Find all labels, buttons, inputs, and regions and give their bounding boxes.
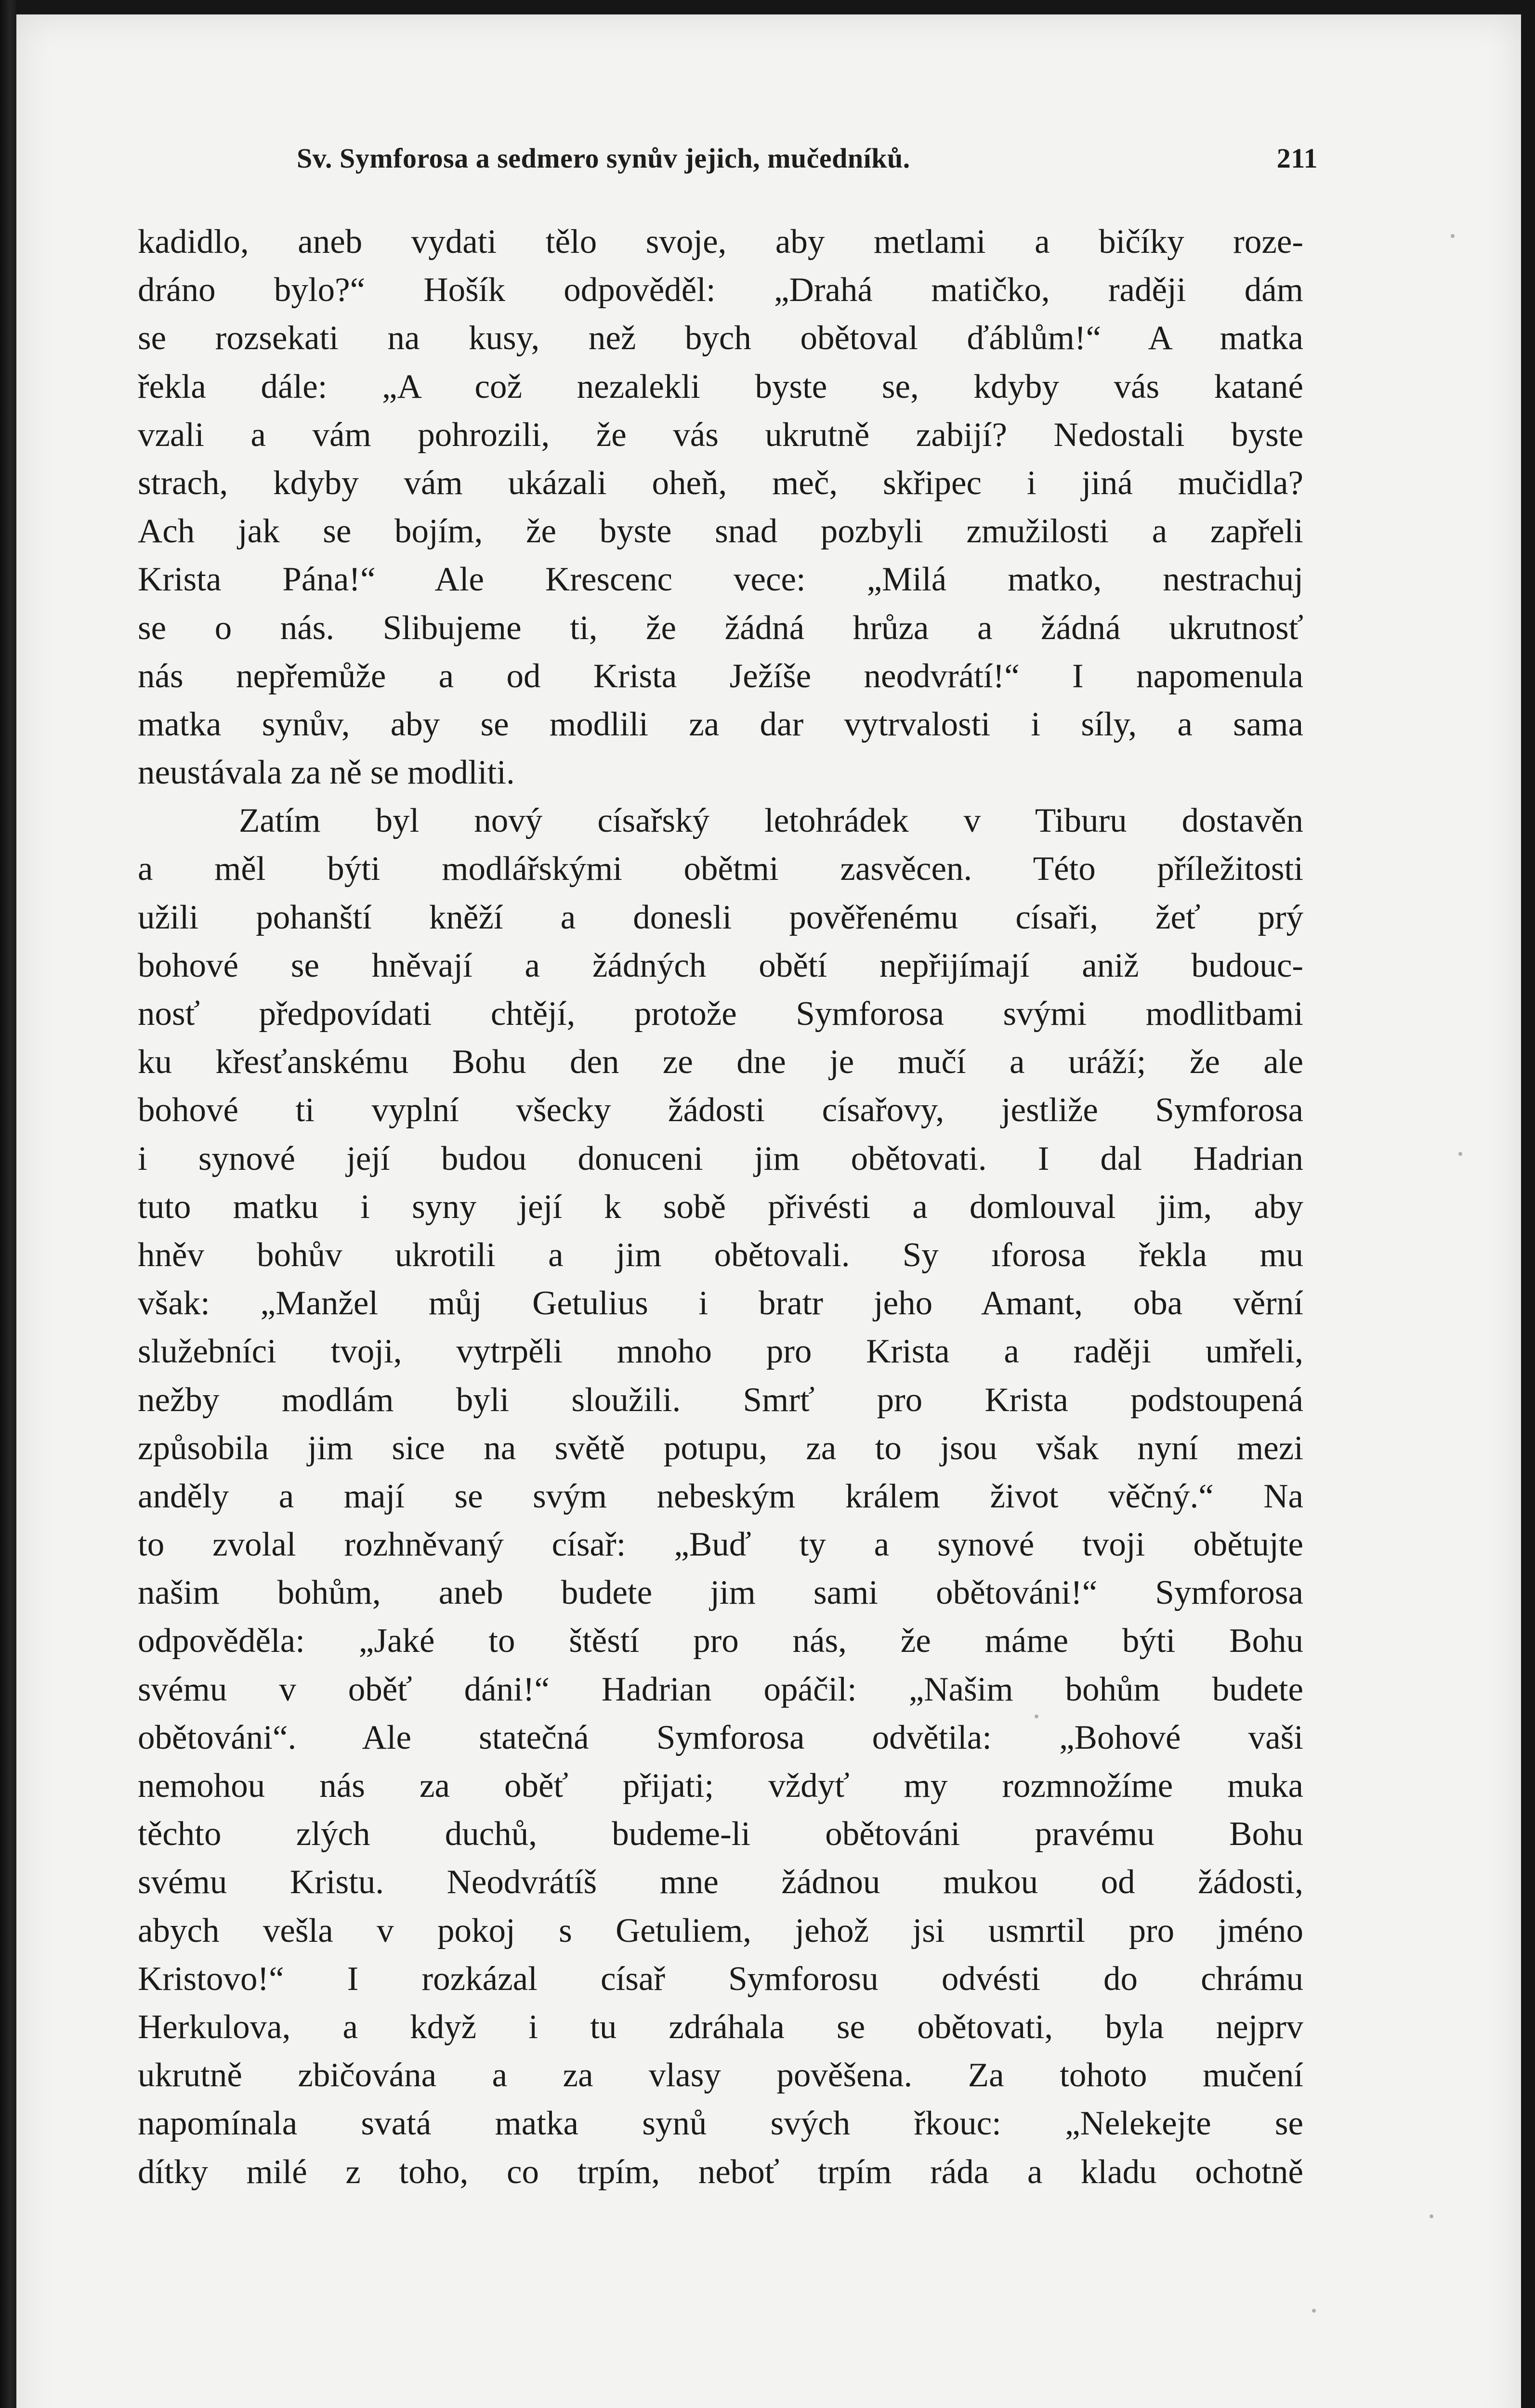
- text-line: obětováni“. Ale statečná Symforosa odvětila: „Bohové vaši: [138, 1718, 1303, 1756]
- text-line: hněv bohův ukrotili a jim obětovali. Sy ıforosa řekla mu: [138, 1236, 1303, 1274]
- body-text: [138, 218, 1303, 2196]
- text-line: nežby modlám byli sloužili. Smrť pro Krista podstoupená: [138, 1381, 1303, 1419]
- text-line: Herkulova, a když i tu zdráhala se obětovati, byla nejprv: [138, 2008, 1303, 2046]
- scan-right-edge: [1521, 0, 1535, 2408]
- text-line: anděly a mají se svým nebeským králem život věčný.“ Na: [138, 1477, 1303, 1515]
- paper-speck: [1035, 1714, 1038, 1718]
- text-line: kadidlo, aneb vydati tělo svoje, aby metlami a bičíky roze-: [138, 223, 1303, 261]
- text-line: i synové její budou donuceni jim obětovati. I dal Hadrian: [138, 1139, 1303, 1178]
- text-line: bohové ti vyplní všecky žádosti císařovy, jestliže Symforosa: [138, 1091, 1303, 1129]
- text-line: způsobila jim sice na světě potupu, za to jsou však nyní mezi: [138, 1429, 1303, 1467]
- text-line: ukrutně zbičována a za vlasy pověšena. Za tohoto mučení: [138, 2056, 1303, 2094]
- text-line: vzali a vám pohrozili, že vás ukrutně zabijí? Nedostali byste: [138, 416, 1303, 454]
- text-line: ku křesťanskému Bohu den ze dne je mučí a uráží; že ale: [138, 1043, 1303, 1081]
- text-line: se o nás. Slibujeme ti, že žádná hrůza a žádná ukrutnosť: [138, 609, 1303, 647]
- text-line-paragraph-end: neustávala za ně se modliti.: [138, 754, 515, 792]
- text-line: užili pohanští kněží a donesli pověřenému císaři, žeť prý: [138, 898, 1303, 936]
- running-title: Sv. Symforosa a sedmero synův jejich, mučedníků.: [297, 142, 910, 174]
- text-line: svému Kristu. Neodvrátíš mne žádnou mukou od žádosti,: [138, 1863, 1303, 1901]
- paper-speck: [1458, 1152, 1462, 1156]
- paper-speck: [1312, 2309, 1316, 2313]
- text-line: svému v oběť dáni!“ Hadrian opáčil: „Našim bohům budete: [138, 1670, 1303, 1708]
- text-line: dítky milé z toho, co trpím, neboť trpím ráda a kladu ochotně: [138, 2153, 1303, 2191]
- page-header: [297, 134, 1318, 182]
- text-line: matka synův, aby se modlili za dar vytrvalosti i síly, a sama: [138, 705, 1303, 743]
- text-line: odpověděla: „Jaké to štěstí pro nás, že máme býti Bohu: [138, 1622, 1303, 1660]
- text-line-paragraph-start: Zatím byl nový císařský letohrádek v Tiburu dostavěn: [239, 802, 1303, 840]
- text-line: však: „Manžel můj Getulius i bratr jeho Amant, oba věrní: [138, 1284, 1303, 1322]
- text-line: nemohou nás za oběť přijati; vždyť my rozmnožíme muka: [138, 1767, 1303, 1805]
- text-line: bohové se hněvají a žádných obětí nepřijímají aniž budouc-: [138, 946, 1303, 984]
- page-number: 211: [1276, 142, 1318, 174]
- text-line: to zvolal rozhněvaný císař: „Buď ty a synové tvoji obětujte: [138, 1526, 1303, 1564]
- text-line: těchto zlých duchů, budeme-li obětováni pravému Bohu: [138, 1815, 1303, 1853]
- text-line: nosť předpovídati chtějí, protože Symforosa svými modlitbami: [138, 995, 1303, 1033]
- paper-speck: [1451, 234, 1455, 238]
- text-line: našim bohům, aneb budete jim sami obětováni!“ Symforosa: [138, 1574, 1303, 1612]
- text-line: Krista Pána!“ Ale Krescenc vece: „Milá matko, nestrachuj: [138, 561, 1303, 599]
- text-line: řekla dále: „A což nezalekli byste se, kdyby vás katané: [138, 367, 1303, 406]
- text-line: služebníci tvoji, vytrpěli mnoho pro Krista a raději umřeli,: [138, 1333, 1303, 1371]
- paper-speck: [1430, 2214, 1433, 2218]
- text-line: strach, kdyby vám ukázali oheň, meč, skřipec i jiná mučidla?: [138, 464, 1303, 502]
- text-line: a měl býti modlářskými obětmi zasvěcen. Této příležitosti: [138, 850, 1303, 888]
- text-line: nás nepřemůže a od Krista Ježíše neodvrátí!“ I napomenula: [138, 657, 1303, 695]
- text-line: dráno bylo?“ Hošík odpověděl: „Drahá matičko, raději dám: [138, 271, 1303, 309]
- text-line: abych vešla v pokoj s Getuliem, jehož jsi usmrtil pro jméno: [138, 1911, 1303, 1950]
- text-line: se rozsekati na kusy, než bych obětoval ďáblům!“ A matka: [138, 319, 1303, 357]
- text-line: Kristovo!“ I rozkázal císař Symforosu odvésti do chrámu: [138, 1960, 1303, 1998]
- book-binding-edge: [0, 0, 16, 2408]
- text-line: napomínala svatá matka synů svých řkouc: „Nelekejte se: [138, 2105, 1303, 2143]
- text-line: tuto matku i syny její k sobě přivésti a domlouval jim, aby: [138, 1188, 1303, 1226]
- text-line: Ach jak se bojím, že byste snad pozbyli zmužilosti a zapřeli: [138, 512, 1303, 550]
